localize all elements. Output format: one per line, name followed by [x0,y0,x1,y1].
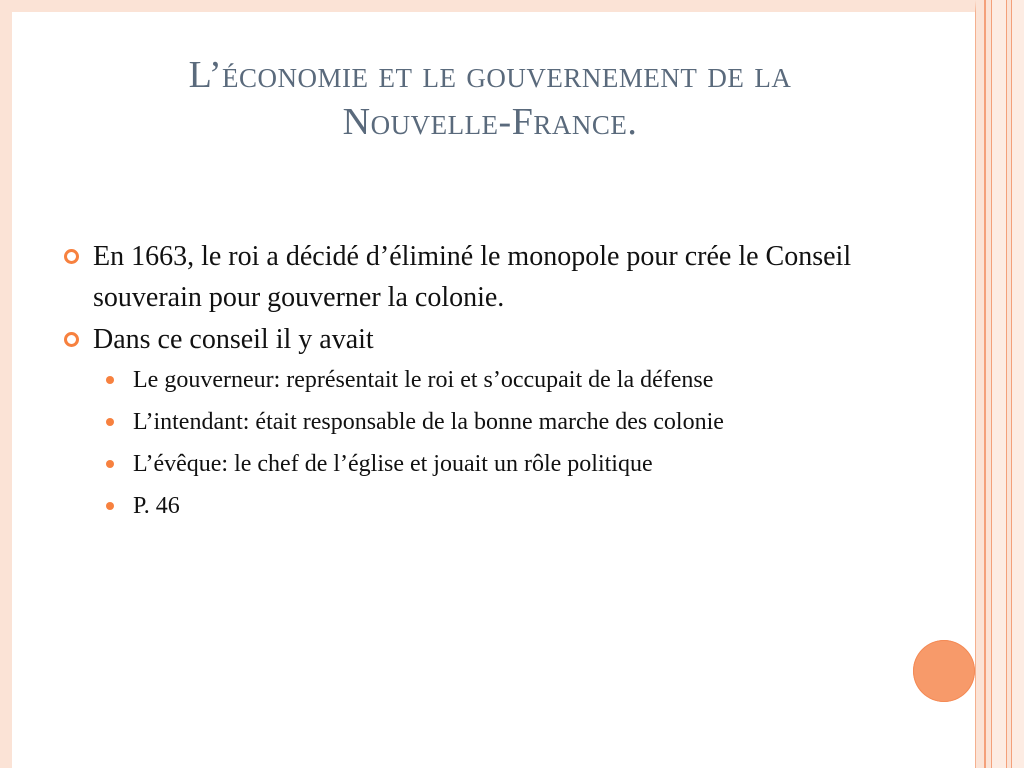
ring-bullet-icon [64,249,79,264]
slide-title [40,52,940,145]
sub-bullet-text: L’évêque: le chef de l’église et jouait un rôle politique [133,451,653,477]
slide-title-line-2: Nouvelle-France. [342,100,638,143]
sub-bullet-item [106,489,884,523]
sub-bullet-item [106,447,884,481]
bullet-text: Dans ce conseil il y avait [93,324,374,355]
bullet-text: En 1663, le roi a décidé d’éliminé le monopole pour crée le Conseil souverain pour gouverner la colonie. [93,241,852,313]
decorative-stripe [976,0,984,768]
dot-bullet-icon [106,418,114,426]
decorative-stripe [992,0,1006,768]
dot-bullet-icon [106,460,114,468]
dot-bullet-icon [106,502,114,510]
decorative-circle-icon [913,640,975,702]
bullet-item [64,319,884,360]
sub-bullet-item [106,363,884,397]
sub-bullet-item [106,405,884,439]
ring-bullet-icon [64,332,79,347]
decorative-stripe [1012,0,1024,768]
dot-bullet-icon [106,376,114,384]
sub-bullet-text: P. 46 [133,493,180,519]
sub-bullet-text: L’intendant: était responsable de la bonne marche des colonie [133,409,724,435]
slide-title-line-1: L’économie et le gouvernement de la [188,54,792,96]
sub-bullet-list [106,363,884,523]
bullet-item [64,236,884,318]
slide-body [64,236,884,531]
sub-bullet-text: Le gouverneur: représentait le roi et s’occupait de la défense [133,367,714,393]
